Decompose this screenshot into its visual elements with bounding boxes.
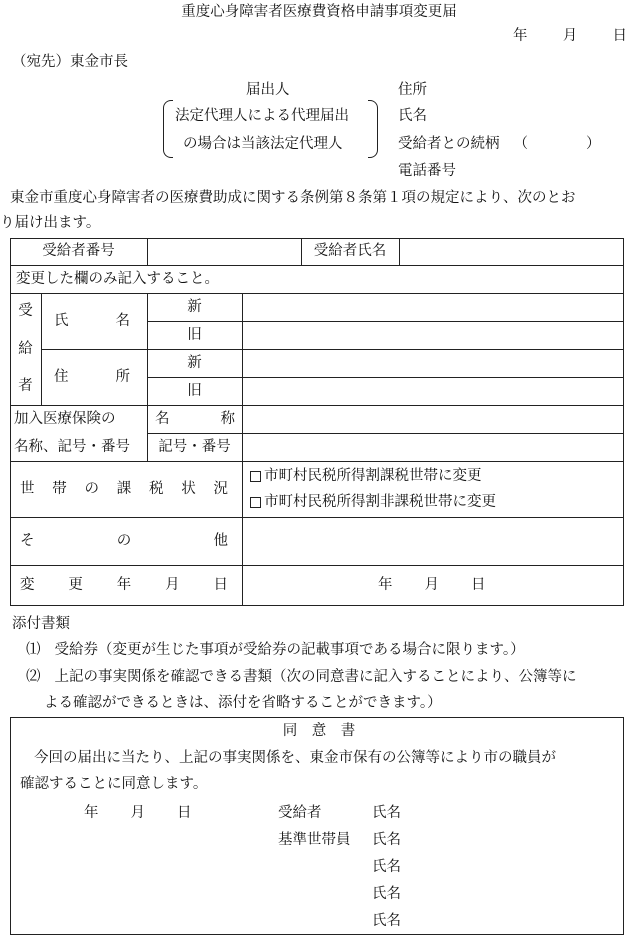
bracket-right <box>368 100 378 158</box>
col-line <box>242 293 243 606</box>
tax-option-nontaxable[interactable]: 市町村民税所得割非課税世帯に変更 <box>250 489 496 515</box>
change-date-label: 変 更 年 月 日 <box>20 577 228 594</box>
insurance-symbol-label: 記号・番号 <box>158 438 231 455</box>
attachment-item-2-line-2: よる確認ができるときは、添付を省略することができます。） <box>44 695 442 711</box>
attachments-heading: 添付書類 <box>12 616 70 632</box>
recipient-vertical-1: 受 <box>18 303 33 320</box>
addressee: （宛先）東金市長 <box>12 54 128 70</box>
tax-option-taxable[interactable]: 市町村民税所得割課税世帯に変更 <box>250 463 482 489</box>
consent-name-1: 氏名 <box>372 805 401 821</box>
col-line <box>41 293 42 405</box>
address-new-label: 新 <box>187 354 202 371</box>
checkbox-icon[interactable] <box>250 497 261 508</box>
name-label: 氏 名 <box>54 312 130 329</box>
address-label: 住 所 <box>54 368 130 385</box>
other-label: そ の 他 <box>20 532 228 549</box>
consent-name-4: 氏名 <box>372 886 401 902</box>
consent-line-1: 今回の届出に当たり、上記の事実関係を、東金市保有の公簿等により市の職員が <box>34 750 556 766</box>
recipient-number-label: 受給者番号 <box>42 243 115 260</box>
attachment-item-1: ⑴ 受給券（変更が生じた事項が受給券の記載事項である場合に限ります。） <box>26 642 525 658</box>
checkbox-icon[interactable] <box>250 471 261 482</box>
change-date-value: 年 月 日 <box>378 577 486 594</box>
tax-status-label: 世 帯 の 課 税 状 況 <box>20 480 228 497</box>
notifier-phone-label: 電話番号 <box>398 163 456 179</box>
name-old-label: 旧 <box>187 326 202 343</box>
notifier-address-label: 住所 <box>398 82 427 98</box>
consent-name-2: 氏名 <box>372 832 401 848</box>
notifier-label: 届出人 <box>246 82 290 98</box>
instruction-text: 変更した欄のみ記入すること。 <box>16 270 219 287</box>
intro-line-2: り届け出ます。 <box>0 215 101 231</box>
recipient-name-label: 受給者氏名 <box>313 243 387 260</box>
consent-date: 年 月 日 <box>84 805 192 821</box>
notifier-name-label: 氏名 <box>398 108 427 124</box>
attachment-item-2: ⑵ 上記の事実関係を確認できる書類（次の同意書に記入することにより、公簿等に <box>26 669 577 685</box>
bracket-line-1: 法定代理人による代理届出 <box>175 108 349 124</box>
col-line <box>147 238 148 265</box>
intro-line-1: 東金市重度心身障害者の医療費助成に関する条例第８条第１項の規定により、次のとお <box>10 190 576 206</box>
consent-recipient-label: 受給者 <box>278 805 322 821</box>
name-new-label: 新 <box>187 298 202 315</box>
page-title: 重度心身障害者医療費資格申請事項変更届 <box>181 4 457 20</box>
bracket-left <box>163 100 173 158</box>
consent-title: 同 意 書 <box>282 723 356 739</box>
bracket-line-2: の場合は当該法定代理人 <box>183 136 343 152</box>
insurance-label-2: 名称、記号・番号 <box>14 438 130 455</box>
insurance-name-label: 名 称 <box>155 410 235 427</box>
notifier-relation-label: 受給者との続柄 （ ） <box>398 136 601 152</box>
col-line <box>399 238 400 265</box>
recipient-vertical-3: 者 <box>18 378 33 395</box>
consent-name-5: 氏名 <box>372 913 401 929</box>
consent-head-label: 基準世帯員 <box>278 832 351 848</box>
recipient-vertical-2: 給 <box>18 340 33 357</box>
address-old-label: 旧 <box>187 382 202 399</box>
consent-name-3: 氏名 <box>372 859 401 875</box>
consent-line-2: 確認することに同意します。 <box>20 776 208 792</box>
insurance-label-1: 加入医療保険の <box>14 410 116 427</box>
date-line: 年 月 日 <box>513 28 627 44</box>
